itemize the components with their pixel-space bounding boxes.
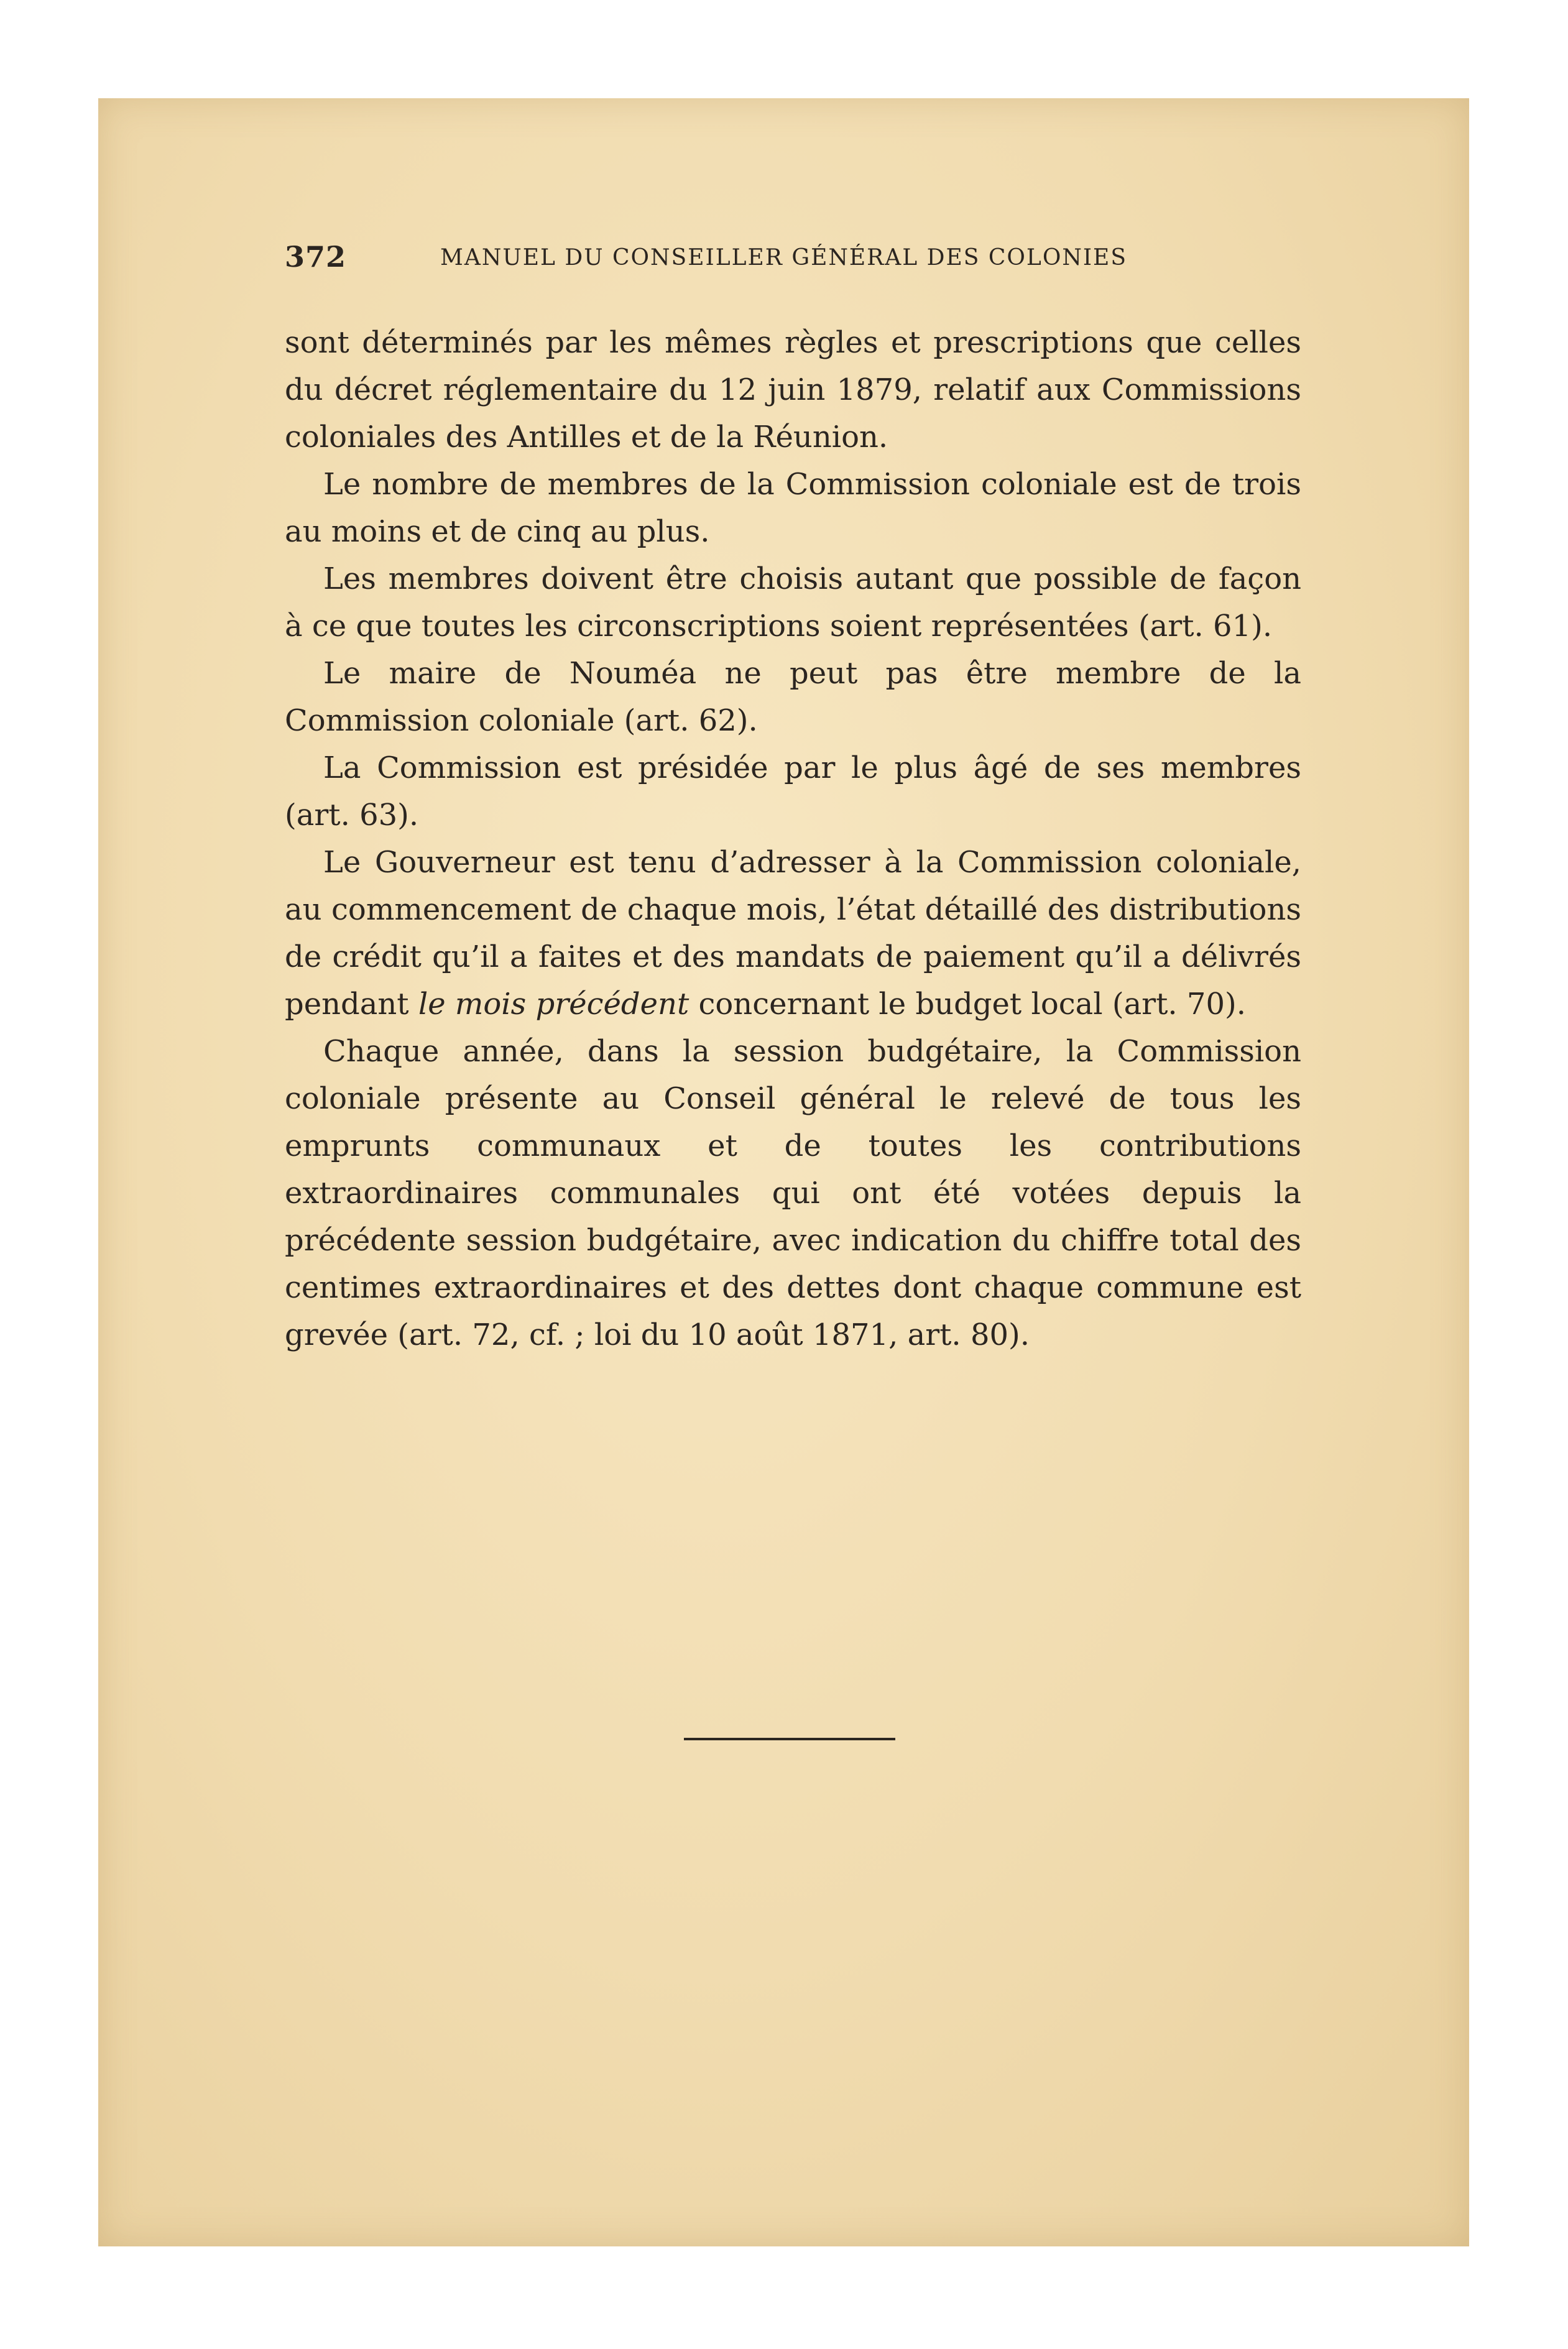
paragraph-presidency: La Commission est présidée par le plus âgé de ses membres (art. 63).: [285, 750, 1301, 833]
paragraph-member-selection: Les membres doivent être choisis autant que possible de façon à ce que toutes les circonscriptions soient représentées (art. 61).: [285, 561, 1301, 644]
paragraph-commission-size: Le nombre de membres de la Commission coloniale est de trois au moins et de cinq au plus.: [285, 467, 1301, 549]
governor-report-italic: le mois précédent: [418, 987, 689, 1022]
page-header: [285, 240, 1217, 277]
page-number: 372: [285, 240, 347, 274]
body-text: [285, 319, 1301, 1359]
paragraph-annual-report: Chaque année, dans la session budgétaire, la Commission coloniale présente au Conseil général le relevé de tous les emprunts communaux et de toutes les contributions extraordinaires communales qui ont été votées depuis la précédente session budgétaire, avec indication du chiffre total des centimes extraordinaires et des dettes dont chaque commune est grevée (art. 72, cf. ; loi du 10 août 1871, art. 80).: [285, 1034, 1301, 1352]
governor-report-text-before: Le Gouverneur est tenu d’adresser à la Commission coloniale, au commencement de chaque mois, l’état détaillé des distributions de crédit qu’il a faites et des mandats de paiement qu’il a délivrés pendant: [285, 845, 1301, 1022]
paragraph-continuation: sont déterminés par les mêmes règles et prescriptions que celles du décret réglementaire du 12 juin 1879, relatif aux Commissions coloniales des Antilles et de la Réunion.: [285, 325, 1301, 455]
book-page: [98, 98, 1469, 2246]
section-end-rule: [684, 1738, 895, 1740]
governor-report-text-after: concernant le budget local (art. 70).: [689, 987, 1246, 1022]
paragraph-noumea-mayor: Le maire de Nouméa ne peut pas être membre de la Commission coloniale (art. 62).: [285, 656, 1301, 738]
running-title: MANUEL DU CONSEILLER GÉNÉRAL DES COLONIES: [440, 245, 1127, 270]
paragraph-governor-report: [285, 839, 1301, 1028]
